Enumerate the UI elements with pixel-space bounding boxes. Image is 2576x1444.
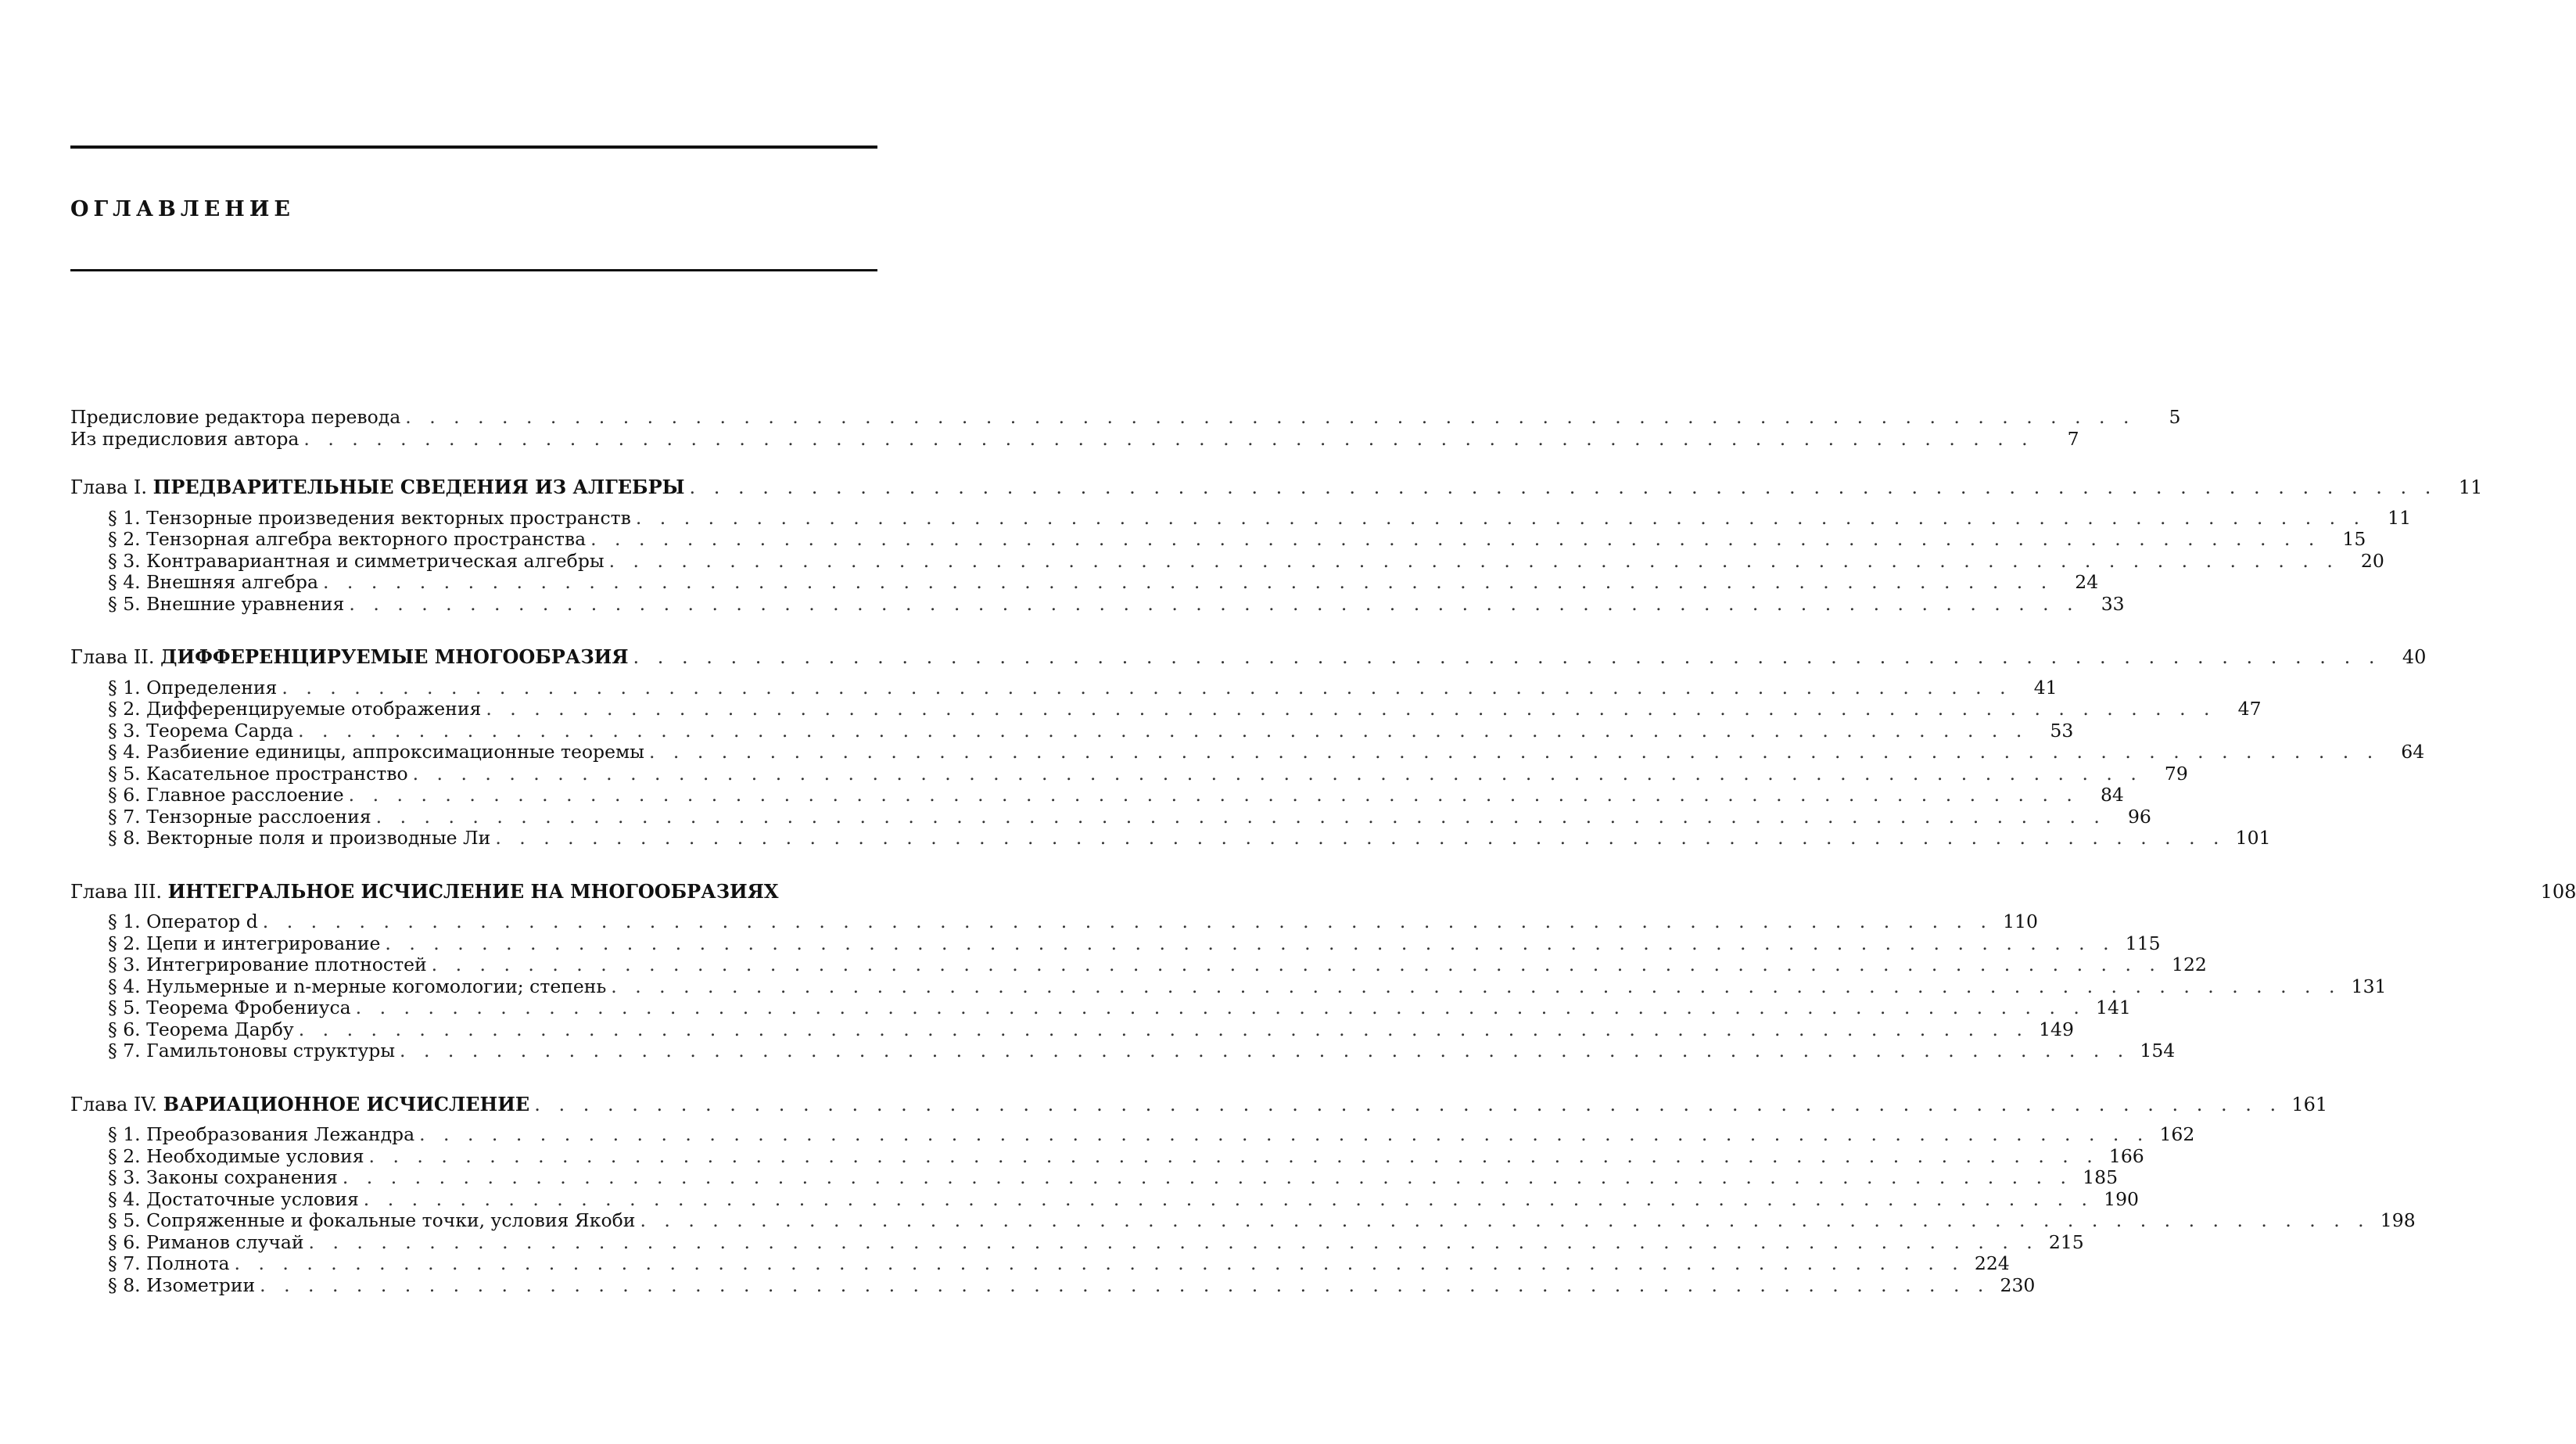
dot-leader (263, 911, 1993, 933)
section-entry[interactable] (70, 805, 2151, 828)
dot-leader (400, 1040, 2129, 1062)
section-entry[interactable] (70, 1166, 2119, 1189)
section-number: § 2. (108, 528, 141, 550)
section-page: 84 (2100, 784, 2124, 806)
dot-leader (534, 1094, 2282, 1116)
section-name: Интегрирование плотностей (146, 954, 427, 975)
section-title (108, 1253, 230, 1275)
page-title: ОГЛАВЛЕНИЕ (70, 197, 295, 221)
dot-leader (486, 699, 2215, 720)
section-number: § 8. (108, 1273, 141, 1296)
chapter-name: ИНТЕГРАЛЬНОЕ ИСЧИСЛЕНИЕ НА МНОГООБРАЗИЯХ (167, 879, 779, 903)
dot-leader (609, 551, 2339, 573)
section-title (108, 1232, 304, 1254)
dot-leader (356, 997, 2086, 1019)
section-page: 198 (2380, 1209, 2416, 1231)
section-entry[interactable] (70, 762, 2188, 785)
section-number: § 5. (108, 997, 141, 1018)
dot-leader (364, 1189, 2093, 1211)
section-page: 11 (2388, 506, 2412, 529)
section-page: 162 (2159, 1123, 2195, 1145)
dot-leader (323, 572, 2053, 594)
section-page: 79 (2164, 762, 2188, 785)
section-number: § 2. (108, 932, 141, 954)
section-entry[interactable] (70, 592, 2125, 616)
chapter-page: 40 (2402, 646, 2427, 668)
section-page: 149 (2039, 1018, 2074, 1040)
section-number: § 3. (108, 954, 141, 975)
section-page: 33 (2101, 592, 2125, 615)
section-number: § 5. (108, 762, 141, 785)
section-entry[interactable] (70, 932, 2161, 955)
bottom-rule (70, 269, 877, 271)
section-entry[interactable] (70, 1144, 2144, 1168)
section-name: Нульмерные и n-мерные когомологии; степень (146, 975, 607, 997)
section-title (108, 1019, 294, 1041)
section-title (108, 1124, 414, 1146)
section-name: Определения (146, 676, 278, 699)
section-title (108, 911, 258, 933)
section-page: 115 (2125, 932, 2161, 954)
section-number: § 7. (108, 1252, 141, 1274)
dot-leader (419, 1124, 2149, 1146)
section-title (108, 954, 427, 976)
section-page: 20 (2360, 549, 2384, 572)
section-number: § 8. (108, 827, 141, 849)
dot-leader (369, 1146, 2099, 1168)
chapter-entry[interactable] (70, 1092, 2328, 1115)
chapter-name: ВАРИАЦИОННОЕ ИСЧИСЛЕНИЕ (163, 1092, 530, 1115)
section-page: 154 (2140, 1040, 2176, 1061)
section-number: § 2. (108, 1144, 141, 1167)
section-title (108, 1275, 255, 1297)
section-title (108, 594, 344, 616)
section-page: 101 (2235, 827, 2271, 849)
section-number: § 6. (108, 1230, 141, 1253)
section-number: § 4. (108, 975, 141, 997)
section-number: § 1. (108, 1123, 141, 1145)
section-number: § 4. (108, 1187, 141, 1210)
table-of-contents (70, 406, 2576, 1296)
dot-leader (649, 742, 2379, 763)
section-name: Касательное пространство (146, 762, 408, 785)
chapter-page: 161 (2291, 1093, 2328, 1115)
section-title (108, 1189, 359, 1211)
section-title (108, 508, 631, 530)
section-title (108, 551, 605, 573)
section-entry[interactable] (70, 1187, 2139, 1211)
chapter-prefix: Глава III. (70, 880, 162, 903)
section-name: Тензорная алгебра векторного пространства (146, 528, 587, 550)
dot-leader (376, 806, 2106, 828)
section-number: § 3. (108, 549, 141, 572)
section-name: Контравариантная и симметрическая алгебры (146, 549, 605, 572)
section-page: 166 (2108, 1144, 2144, 1167)
section-name: Тензорные произведения векторных пространств (146, 506, 631, 529)
dot-leader (385, 933, 2115, 955)
dot-leader (282, 677, 2011, 699)
chapter-entry[interactable] (70, 879, 2576, 903)
dot-leader (309, 1232, 2039, 1254)
dot-leader (413, 763, 2143, 785)
section-name: Гамильтоновы структуры (146, 1040, 396, 1061)
section-name: Законы сохранения (146, 1166, 338, 1188)
section-title (108, 806, 371, 828)
section-entry[interactable] (70, 741, 2425, 763)
section-page: 15 (2342, 528, 2366, 550)
entry-page: 5 (2169, 406, 2181, 428)
section-name: Главное расслоение (146, 784, 344, 806)
chapter-title (70, 881, 779, 903)
section-entry[interactable] (70, 698, 2262, 720)
section-entry[interactable] (70, 1123, 2195, 1146)
dot-leader (432, 954, 2162, 976)
section-name: Достаточные условия (146, 1187, 359, 1210)
section-page: 47 (2237, 698, 2262, 720)
toc-entry[interactable] (70, 427, 2079, 451)
section-entry[interactable] (70, 506, 2412, 530)
dot-leader (640, 1210, 2370, 1232)
dot-leader (636, 508, 2366, 530)
dot-leader (405, 407, 2135, 429)
section-number: § 3. (108, 719, 141, 742)
section-entry[interactable] (70, 954, 2207, 976)
section-title (108, 720, 293, 742)
section-name: Разбиение единицы, аппроксимационные теоремы (146, 741, 644, 763)
section-page: 24 (2075, 571, 2099, 593)
section-title (108, 1040, 395, 1062)
toc-entry[interactable] (70, 406, 2181, 429)
dot-leader (689, 477, 2437, 499)
section-entry[interactable] (70, 1273, 2036, 1297)
section-entry[interactable] (70, 1252, 2010, 1275)
section-page: 230 (2000, 1273, 2036, 1296)
section-entry[interactable] (70, 1230, 2084, 1254)
section-name: Риманов случай (146, 1230, 304, 1253)
chapter-entry[interactable] (70, 645, 2427, 668)
section-title (108, 976, 606, 998)
entry-title: Предисловие редактора перевода (70, 406, 401, 428)
section-page: 215 (2048, 1230, 2084, 1253)
section-page: 190 (2104, 1187, 2139, 1210)
dot-leader (298, 720, 2028, 742)
section-page: 41 (2033, 676, 2058, 699)
entry-page: 7 (2067, 427, 2079, 450)
chapter-prefix: Глава II. (70, 646, 155, 668)
dot-leader (299, 1019, 2029, 1041)
section-page: 64 (2401, 741, 2425, 763)
section-name: Полнота (146, 1252, 230, 1274)
section-entry[interactable] (70, 784, 2124, 806)
section-name: Теорема Сарда (146, 719, 294, 742)
section-name: Цепи и интегрирование (146, 932, 381, 954)
section-entry[interactable] (70, 1209, 2416, 1232)
section-name: Сопряженные и фокальные точки, условия Якоби (146, 1209, 636, 1231)
section-entry[interactable] (70, 827, 2271, 850)
dot-leader (260, 1275, 1989, 1297)
section-title (108, 785, 344, 806)
section-title (108, 677, 277, 699)
section-name: Изометрии (146, 1273, 256, 1296)
section-title (108, 742, 644, 763)
section-name: Теорема Фробениуса (146, 997, 351, 1018)
top-rule (70, 145, 877, 149)
section-number: § 6. (108, 784, 141, 806)
dot-leader (633, 647, 2381, 669)
section-page: 122 (2172, 954, 2207, 975)
section-entry[interactable] (70, 528, 2366, 551)
section-number: § 1. (108, 911, 141, 932)
section-title (108, 572, 318, 594)
section-number: § 3. (108, 1166, 141, 1188)
section-number: § 4. (108, 741, 141, 763)
section-title (108, 1167, 338, 1189)
section-entry[interactable] (70, 1018, 2074, 1041)
chapter-entry[interactable] (70, 476, 2483, 498)
section-name: Внешние уравнения (146, 592, 345, 615)
section-number: § 2. (108, 698, 141, 720)
section-title (108, 997, 351, 1019)
dot-leader (590, 529, 2320, 551)
section-page: 53 (2050, 719, 2074, 742)
dot-leader (349, 594, 2079, 616)
section-entry[interactable] (70, 549, 2384, 573)
dot-leader (495, 828, 2225, 850)
section-title (108, 1210, 635, 1232)
section-entry[interactable] (70, 911, 2038, 933)
section-title (108, 699, 481, 720)
section-page: 141 (2096, 997, 2131, 1018)
section-number: § 5. (108, 592, 141, 615)
section-entry[interactable] (70, 676, 2058, 699)
chapter-prefix: Глава IV. (70, 1093, 158, 1115)
section-name: Оператор d (146, 911, 258, 932)
section-name: Внешняя алгебра (146, 571, 318, 593)
dot-leader (349, 785, 2079, 806)
section-entry[interactable] (70, 719, 2074, 742)
section-title (108, 1146, 364, 1168)
section-entry[interactable] (70, 1040, 2176, 1062)
dot-leader (343, 1167, 2072, 1189)
section-page: 224 (1974, 1252, 2010, 1274)
section-name: Тензорные расслоения (146, 805, 371, 828)
section-page: 96 (2127, 805, 2151, 828)
chapter-name: ПРЕДВАРИТЕЛЬНЫЕ СВЕДЕНИЯ ИЗ АЛГЕБРЫ (152, 476, 685, 498)
section-name: Теорема Дарбу (146, 1018, 294, 1040)
chapter-page: 108 (2540, 880, 2576, 903)
chapter-title (70, 1094, 529, 1116)
section-name: Дифференцируемые отображения (146, 698, 482, 720)
chapter-title (70, 646, 629, 669)
chapter-title (70, 476, 684, 499)
section-number: § 4. (108, 571, 141, 593)
section-page: 185 (2083, 1166, 2119, 1188)
section-name: Необходимые условия (146, 1144, 364, 1167)
dot-leader (235, 1253, 1964, 1275)
section-title (108, 933, 380, 955)
section-name: Векторные поля и производные Ли (146, 827, 491, 849)
section-page: 131 (2351, 975, 2387, 997)
section-number: § 6. (108, 1018, 141, 1040)
section-number: § 5. (108, 1209, 141, 1231)
section-entry[interactable] (70, 997, 2131, 1019)
chapter-page: 11 (2458, 476, 2483, 498)
section-title (108, 828, 490, 850)
section-title (108, 529, 586, 551)
section-number: § 1. (108, 676, 141, 699)
section-name: Преобразования Лежандра (146, 1123, 415, 1145)
dot-leader (303, 429, 2033, 451)
chapter-name: ДИФФЕРЕНЦИРУЕМЫЕ МНОГООБРАЗИЯ (160, 645, 629, 668)
entry-title: Из предисловия автора (70, 427, 300, 450)
section-number: § 7. (108, 805, 141, 828)
section-entry[interactable] (70, 975, 2387, 998)
section-number: § 7. (108, 1040, 141, 1061)
section-page: 110 (2003, 911, 2038, 932)
dot-leader (611, 976, 2341, 998)
section-entry[interactable] (70, 571, 2099, 594)
section-title (108, 763, 408, 785)
section-number: § 1. (108, 506, 141, 529)
chapter-prefix: Глава I. (70, 476, 148, 498)
